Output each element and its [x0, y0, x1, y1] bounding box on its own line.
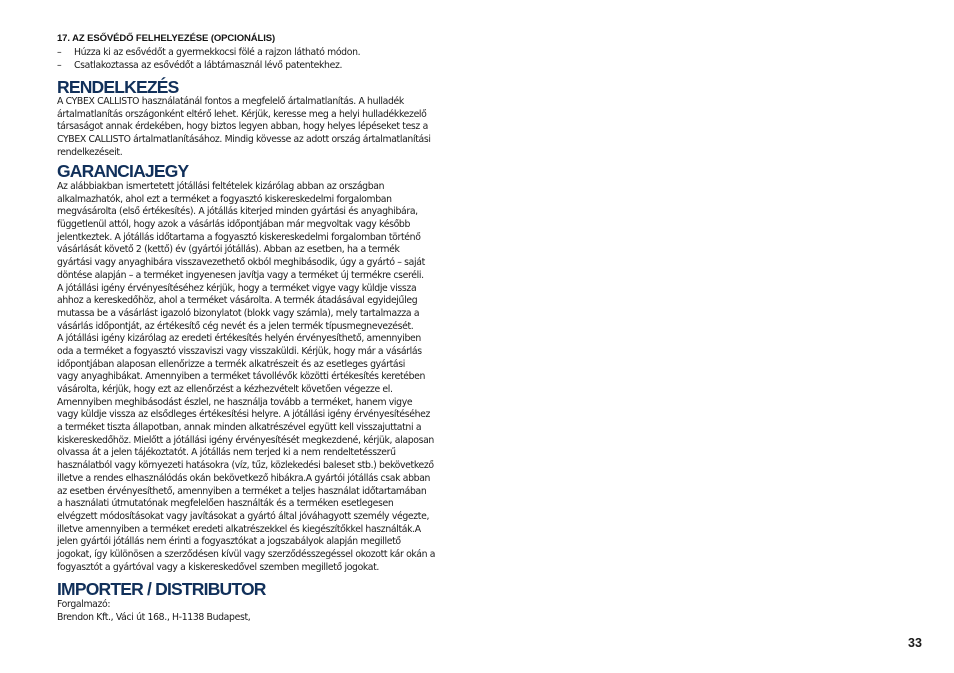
- section-17-list: [57, 47, 360, 72]
- text-line: ahhoz a kereskedőhöz, ahol a terméket vásárolta. A termék átadásával egyidejűleg: [57, 295, 418, 307]
- text-line: oda a terméket a fogyasztó visszaviszi vagy visszaküldi. Kérjük, hogy már a vásárlás: [57, 345, 422, 357]
- text-line: függetlenül attól, hogy azok a vásárlás időpontjában már megvoltak vagy később: [57, 219, 411, 231]
- text-line: illetve a rendes elhasználódás okán bekövetkező hibákra.A gyártói jótállás csak abban: [57, 472, 431, 484]
- list-item-text: Csatlakoztassa az esővédőt a lábtámasznál lévő patentekhez.: [74, 59, 343, 71]
- text-line: A CYBEX CALLISTO használatánál fontos a megfelelő ártalmatlanítás. A hulladék: [57, 96, 404, 107]
- text-line: A jótállási igény érvényesítéséhez kérjük, hogy a terméket vigye vagy küldje vissza: [57, 282, 417, 294]
- distributor-address: Brendon Kft., Váci út 168., H-1138 Budapest,: [57, 611, 251, 623]
- text-line: döntése alapján – a terméket ingyenesen javítja vagy a terméket új termékre cseréli.: [57, 269, 424, 281]
- section-17-title: 17. AZ ESŐVÉDŐ FELHELYEZÉSE (OPCIONÁLIS): [57, 33, 276, 44]
- text-line: ártalmatlanítás országonként eltérő lehet. Kérjük, keresse meg a helyi hulladékkezelő: [57, 108, 427, 120]
- text-line: vagy anyaghibákat. Amennyiben a terméket távollévők közötti értékesítés keretében: [57, 371, 426, 383]
- text-line: fogyasztót a gyártóval vagy a kiskereskedővel szemben megillető jogokat.: [57, 561, 380, 573]
- importer-heading: IMPORTER / DISTRIBUTOR: [57, 579, 266, 599]
- list-item: [57, 60, 360, 73]
- text-line: gyártási vagy anyaghibára visszavezethető okból meghibásodik, úgy a gyártó – saját: [57, 257, 425, 269]
- page-number: 33: [908, 636, 922, 650]
- text-line: A jótállási igény kizárólag az eredeti értékesítés helyén érvényesíthető, amennyiben: [57, 333, 421, 345]
- warranty-paragraph: [57, 181, 435, 574]
- section-17: [57, 33, 360, 76]
- text-line: jelen gyártói jótállás nem érinti a fogyasztókat a jogszabályok alapján megillető: [57, 536, 401, 548]
- text-line: használatból vagy környezeti hatásokra (víz, tűz, közlekedési baleset stb.) bekövetkező: [57, 460, 434, 472]
- text-line: társaságot annak érdekében, hogy biztos legyen abban, hogy helyes lépéseket tesz a: [57, 121, 428, 133]
- dash-bullet: –: [57, 59, 62, 71]
- text-line: Az alábbiakban ismertetett jótállási feltételek kizárólag abban az országban: [57, 181, 385, 192]
- text-line: vásárlás időpontját, az értékesítő cég nevét és a jelen termék típusmegnevezését.: [57, 320, 414, 332]
- list-item-text: Húzza ki az esővédőt a gyermekkocsi fölé a rajzon látható módon.: [74, 47, 361, 58]
- text-line: olvassa át a jelen tájékoztatót. A jótállás nem terjed ki a nem rendeltetésszerű: [57, 447, 396, 459]
- importer-paragraph: [57, 599, 250, 624]
- text-line: jelentkeztek. A jótállás időtartama a fogyasztó kiskereskedelmi forgalomban történő: [57, 231, 421, 243]
- text-line: Amennyiben meghibásodást észlel, ne használja tovább a terméket, hanem vigye: [57, 396, 413, 408]
- text-line: alkalmazhatók, ahol ezt a terméket a fogyasztó kiskereskedelmi forgalomban: [57, 193, 392, 205]
- text-line: elvégzett módosításokat vagy javításokat a gyártó által jóváhagyott személy végezte,: [57, 510, 430, 522]
- text-line: vagy küldje vissza az elsődleges értékesítési helyre. A jótállási igény érvényesítéséhez: [57, 409, 431, 421]
- text-line: vásárlását követő 2 (kettő) év (gyártói jótállás). Abban az esetben, ha a termék: [57, 244, 400, 256]
- distributor-label: Forgalmazó:: [57, 599, 111, 610]
- text-line: illetve amennyiben a terméket eredeti alkatrészekkel és kiegészítőkkel használták.A: [57, 523, 421, 535]
- warranty-heading: GARANCIAJEGY: [57, 161, 189, 181]
- disposal-paragraph: [57, 96, 431, 159]
- text-line: megvásárolta (első értékesítés). A jótállás kiterjed minden gyártási és anyaghibára,: [57, 206, 418, 218]
- dash-bullet: –: [57, 47, 62, 58]
- text-line: CYBEX CALLISTO ártalmatlanításához. Mindig kövesse az adott ország ártalmatlanítási: [57, 134, 431, 146]
- text-line: a terméket tiszta állapotban, annak minden alkatrészével együtt kell visszajuttatni a: [57, 422, 422, 434]
- disposal-heading: RENDELKEZÉS: [57, 77, 179, 97]
- text-line: vásárolta, kérjük, hogy ezt az ellenőrzést a kézhezvételt követően végezze el.: [57, 384, 393, 395]
- text-line: mutassa be a vásárlást igazoló bizonylatot (blokk vagy számla), mely tartalmazza a: [57, 307, 420, 319]
- text-line: az esetben érvényesíthető, amennyiben a terméket a teljes használat időtartamában: [57, 485, 427, 497]
- list-item: [57, 47, 360, 60]
- text-line: a használati útmutatónak megfelelően használták és a terméken esetlegesen: [57, 498, 394, 510]
- text-line: rendelkezéseit.: [57, 146, 123, 158]
- text-line: jogokat, így különösen a szerződésen kívül vagy szerződésszegéssel okozott kár okán a: [57, 548, 436, 560]
- text-line: időpontjában alaposan ellenőrizze a termék alkatrészeit és az esetleges gyártási: [57, 358, 405, 370]
- text-line: kiskereskedőhöz. Mielőtt a jótállási igény érvényesítését megkezdené, kérjük, alaposan: [57, 434, 434, 446]
